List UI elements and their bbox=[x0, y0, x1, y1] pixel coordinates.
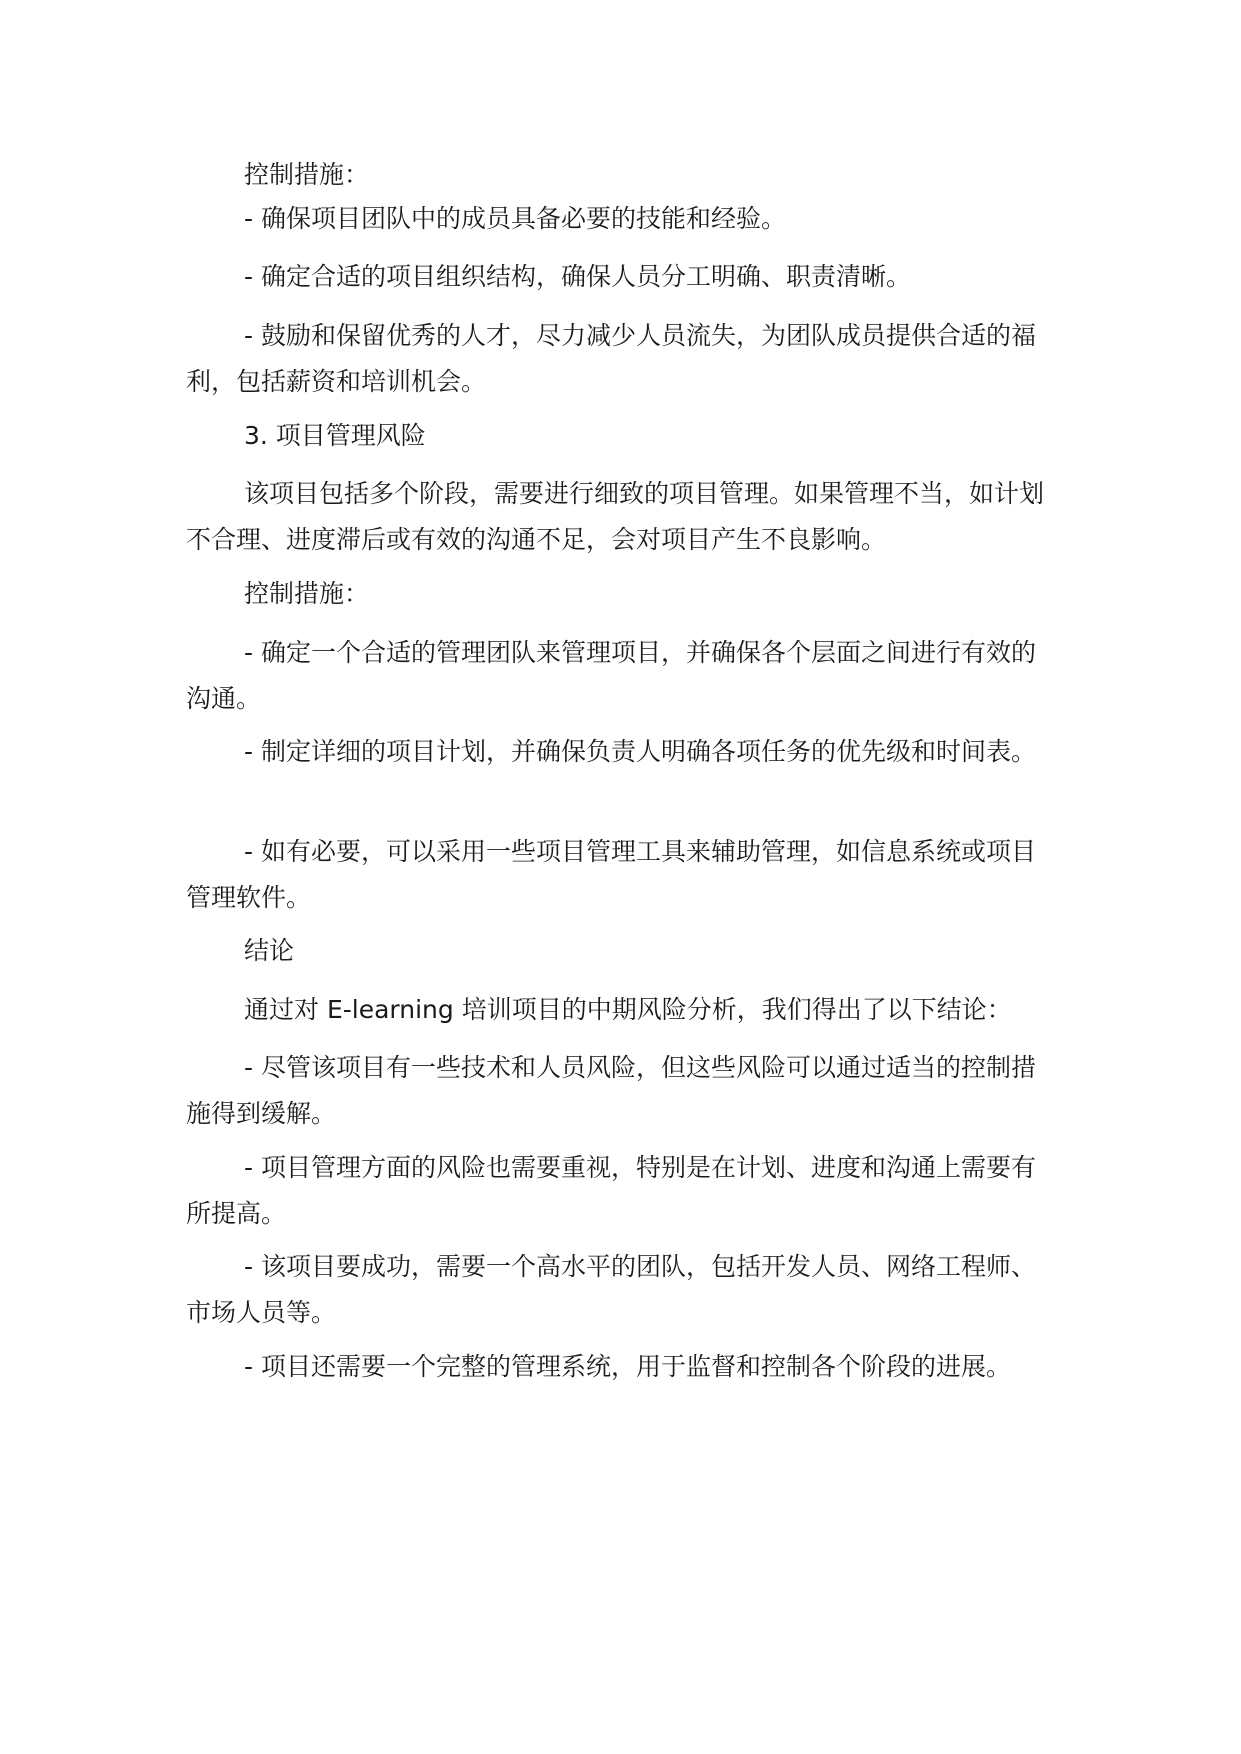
paragraph-body: 该项目包括多个阶段，需要进行细致的项目管理。如果管理不当，如计划不合理、进度滞后或有效的沟通不足，会对项目产生不良影响。 bbox=[186, 479, 1045, 554]
paragraph-bullet: - 鼓励和保留优秀的人才，尽力减少人员流失，为团队成员提供合适的福利，包括薪资和培训机会。 bbox=[186, 321, 1036, 396]
paragraph-control-measures-heading: 控制措施： bbox=[244, 160, 370, 189]
paragraph-bullet: - 项目管理方面的风险也需要重视，特别是在计划、进度和沟通上需要有所提高。 bbox=[186, 1153, 1036, 1228]
paragraph-bullet: - 尽管该项目有一些技术和人员风险，但这些风险可以通过适当的控制措施得到缓解。 bbox=[186, 1053, 1036, 1128]
paragraph-bullet: - 如有必要，可以采用一些项目管理工具来辅助管理，如信息系统或项目管理软件。 bbox=[186, 837, 1036, 912]
paragraph-bullet: - 确保项目团队中的成员具备必要的技能和经验。 bbox=[244, 204, 786, 233]
paragraph-bullet: - 该项目要成功，需要一个高水平的团队，包括开发人员、网络工程师、市场人员等。 bbox=[186, 1252, 1036, 1327]
section-heading: 3. 项目管理风险 bbox=[244, 421, 426, 450]
paragraph-bullet: - 制定详细的项目计划，并确保负责人明确各项任务的优先级和时间表。 bbox=[244, 737, 1036, 766]
paragraph-control-measures-heading: 控制措施： bbox=[244, 579, 370, 608]
section-heading: 结论 bbox=[244, 936, 295, 965]
paragraph-bullet: - 确定一个合适的管理团队来管理项目，并确保各个层面之间进行有效的沟通。 bbox=[186, 638, 1036, 713]
paragraph-bullet: - 项目还需要一个完整的管理系统，用于监督和控制各个阶段的进展。 bbox=[244, 1352, 1011, 1381]
paragraph-bullet: - 确定合适的项目组织结构，确保人员分工明确、职责清晰。 bbox=[244, 262, 911, 291]
paragraph-body: 通过对 E-learning 培训项目的中期风险分析，我们得出了以下结论： bbox=[244, 995, 1012, 1024]
